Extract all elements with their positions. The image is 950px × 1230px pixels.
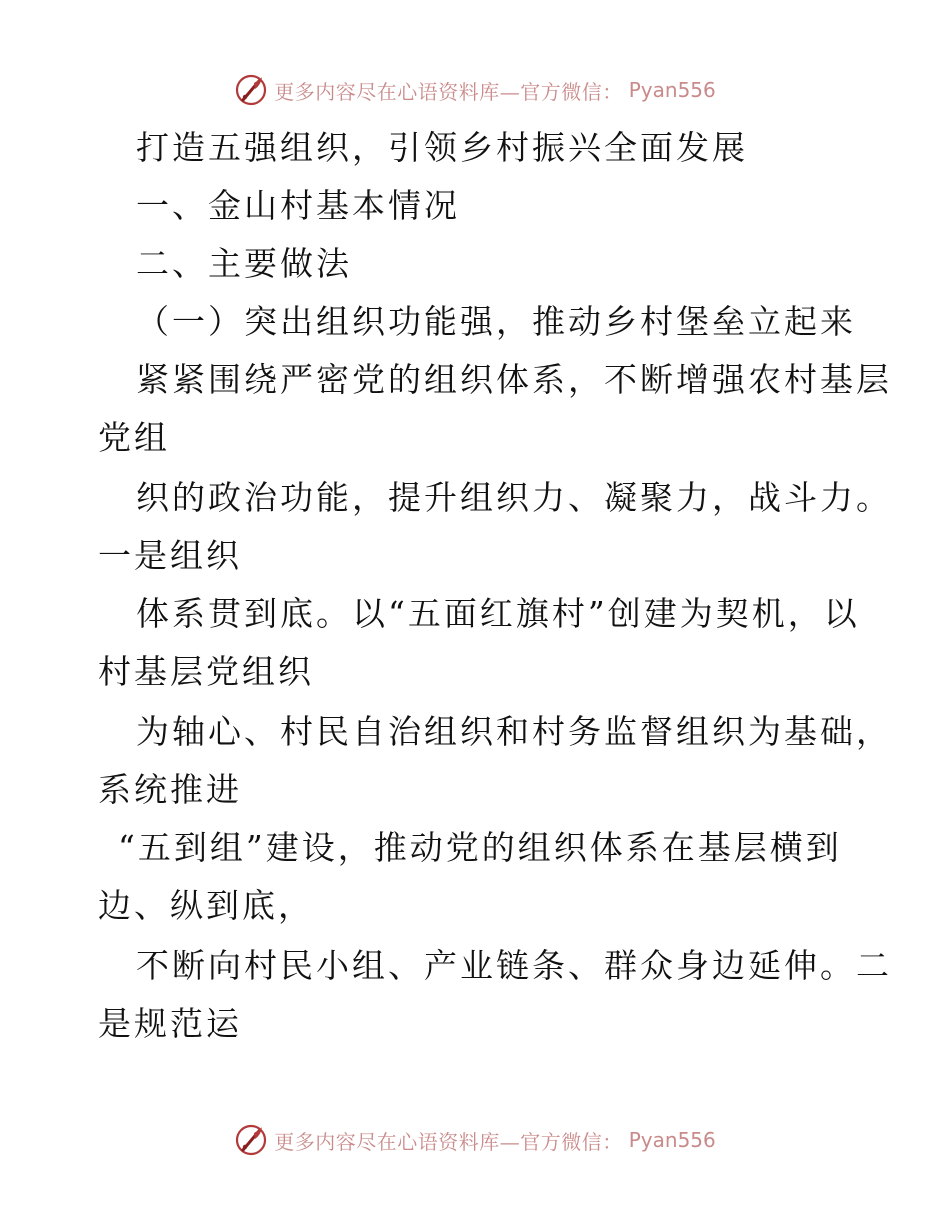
quill-pen-circle-icon xyxy=(234,73,268,107)
paragraph-line: 织的政治功能，提升组织力、凝聚力，战斗力。 xyxy=(136,478,892,517)
document-title: 打造五强组织，引领乡村振兴全面发展 xyxy=(136,128,748,167)
watermark-text: 更多内容尽在心语资料库—官方微信： xyxy=(274,1129,623,1154)
subsection-heading: （一）突出组织功能强，推动乡村堡垒立起来 xyxy=(136,302,856,341)
paragraph-line: 紧紧围绕严密党的组织体系，不断增强农村基层 xyxy=(136,360,892,399)
watermark-account: Pyan556 xyxy=(628,78,716,102)
paragraph-line: 边、纵到底， xyxy=(98,886,314,925)
watermark-text: 更多内容尽在心语资料库—官方微信： xyxy=(274,79,623,104)
paragraph-line: 系统推进 xyxy=(98,770,242,809)
paragraph-line: 不断向村民小组、产业链条、群众身边延伸。二 xyxy=(136,946,892,985)
paragraph-line: 一是组织 xyxy=(98,536,242,575)
paragraph-line: 党组 xyxy=(98,418,170,457)
section-heading: 一、金山村基本情况 xyxy=(136,186,460,225)
watermark-account: Pyan556 xyxy=(628,1128,716,1152)
paragraph-line: 是规范运 xyxy=(98,1004,242,1043)
paragraph-line: 为轴心、村民自治组织和村务监督组织为基础， xyxy=(136,712,892,751)
watermark-group xyxy=(234,1123,716,1157)
paragraph-line: 村基层党组织 xyxy=(98,652,314,691)
section-heading: 二、主要做法 xyxy=(136,244,352,283)
paragraph-line: “五到组”建设，推动党的组织体系在基层横到 xyxy=(118,828,842,867)
quill-pen-circle-icon xyxy=(234,1123,268,1157)
paragraph-line: 体系贯到底。以“五面红旗村”创建为契机，以 xyxy=(136,594,860,633)
header-watermark xyxy=(0,70,950,110)
footer-watermark xyxy=(0,1120,950,1160)
watermark-group xyxy=(234,73,716,107)
